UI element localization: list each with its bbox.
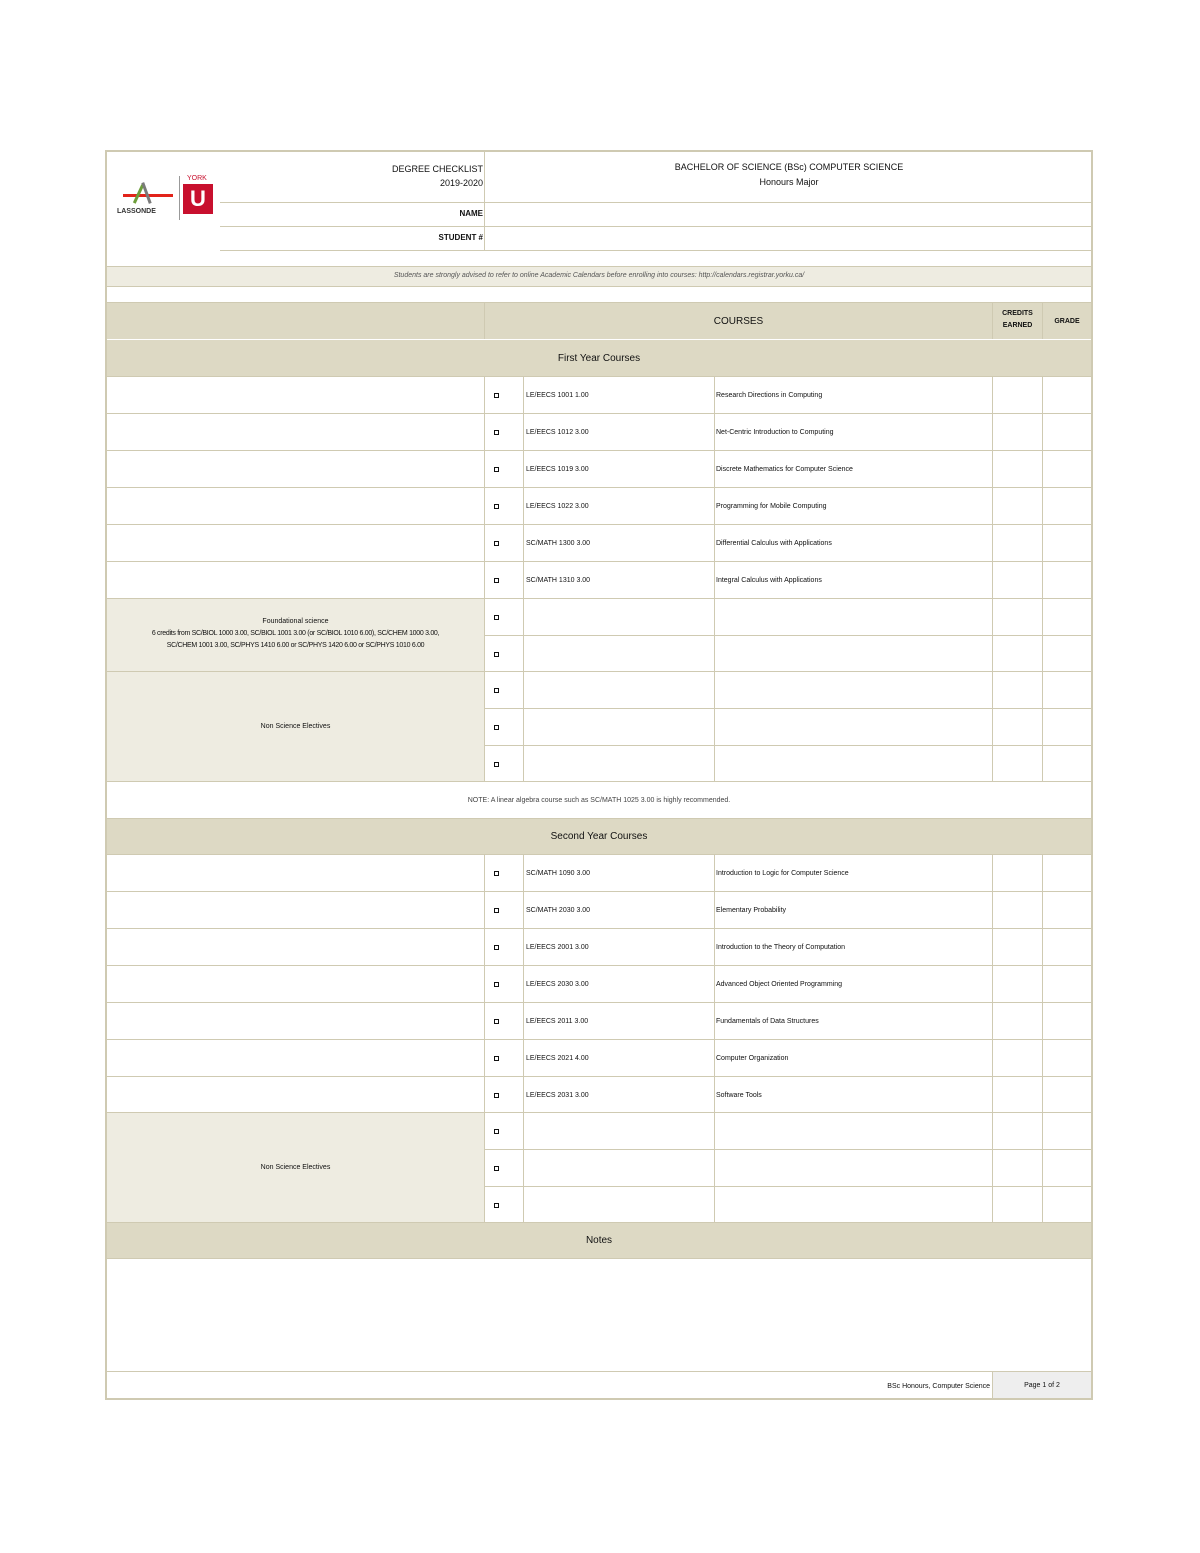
course-name: Programming for Mobile Computing xyxy=(716,502,827,510)
course-code: SC/MATH 1090 3.00 xyxy=(526,869,591,877)
course-checkbox[interactable] xyxy=(494,945,499,950)
degree-subtitle: Honours Major xyxy=(759,177,819,187)
course-name: Advanced Object Oriented Programming xyxy=(716,980,843,988)
foundational-science-rule-line1: 6 credits from SC/BIOL 1000 3.00, SC/BIOL 1001 3.00 (or SC/BIOL 1010 6.00), SC/CHEM 1000 3.00, xyxy=(151,630,440,637)
course-code: LE/EECS 2021 4.00 xyxy=(526,1054,589,1062)
course-checkbox[interactable] xyxy=(494,908,499,913)
course-code: LE/EECS 1019 3.00 xyxy=(526,465,589,473)
course-name: Integral Calculus with Applications xyxy=(716,576,822,584)
second-year-section-title: Second Year Courses xyxy=(107,819,1091,854)
linear-algebra-note: NOTE: A linear algebra course such as SC/MATH 1025 3.00 is highly recommended. xyxy=(467,796,731,804)
york-wordmark: YORK xyxy=(187,175,207,182)
course-name: Research Directions in Computing xyxy=(716,391,823,399)
advisory-text: Students are strongly advised to refer to online Academic Calendars before enrolling into courses: http://calendars.registrar.yorku.ca/ xyxy=(393,272,805,279)
student-number-label: STUDENT # xyxy=(438,233,483,242)
first-year-section-title: First Year Courses xyxy=(107,340,1091,376)
course-checkbox[interactable] xyxy=(494,430,499,435)
course-checkbox[interactable] xyxy=(494,1129,499,1134)
course-checkbox[interactable] xyxy=(494,615,499,620)
course-checkbox[interactable] xyxy=(494,688,499,693)
lassonde-york-logo xyxy=(115,174,215,224)
course-checkbox[interactable] xyxy=(494,1056,499,1061)
lassonde-logo-mark xyxy=(123,180,173,204)
notes-area[interactable] xyxy=(107,1259,1091,1371)
course-name: Fundamentals of Data Structures xyxy=(716,1017,819,1025)
degree-title: BACHELOR OF SCIENCE (BSc) COMPUTER SCIENCE xyxy=(674,162,904,172)
course-checkbox[interactable] xyxy=(494,1093,499,1098)
course-name: Elementary Probability xyxy=(716,906,787,914)
notes-section-title: Notes xyxy=(107,1223,1091,1258)
foundational-science-rule-line2: SC/CHEM 1001 3.00, SC/PHYS 1410 6.00 or SC/PHYS 1420 6.00 or SC/PHYS 1010 6.00 xyxy=(166,642,425,649)
course-checkbox[interactable] xyxy=(494,725,499,730)
course-name: Software Tools xyxy=(716,1091,762,1099)
checklist-label: DEGREE CHECKLIST xyxy=(391,164,483,174)
course-checkbox[interactable] xyxy=(494,467,499,472)
degree-checklist-sheet xyxy=(105,150,1093,1400)
course-checkbox[interactable] xyxy=(494,393,499,398)
course-checkbox[interactable] xyxy=(494,1203,499,1208)
first-year-electives-label: Non Science Electives xyxy=(260,723,331,730)
york-u-logo: U xyxy=(183,184,213,214)
course-code: SC/MATH 2030 3.00 xyxy=(526,906,591,914)
second-year-electives-label: Non Science Electives xyxy=(260,1164,331,1171)
course-checkbox[interactable] xyxy=(494,871,499,876)
course-code: LE/EECS 1001 1.00 xyxy=(526,391,589,399)
course-checkbox[interactable] xyxy=(494,652,499,657)
course-code: LE/EECS 2001 3.00 xyxy=(526,943,589,951)
course-code: LE/EECS 2011 3.00 xyxy=(526,1017,589,1025)
course-name: Discrete Mathematics for Computer Science xyxy=(716,465,853,473)
lassonde-wordmark: LASSONDE xyxy=(117,208,156,215)
course-code: LE/EECS 1022 3.00 xyxy=(526,502,589,510)
course-code: LE/EECS 1012 3.00 xyxy=(526,428,589,436)
courses-column-header: COURSES xyxy=(713,315,764,327)
course-code: LE/EECS 2031 3.00 xyxy=(526,1091,589,1099)
course-checkbox[interactable] xyxy=(494,1166,499,1171)
name-field[interactable] xyxy=(485,203,1093,225)
grade-column-header: GRADE xyxy=(1054,317,1080,325)
course-code: SC/MATH 1310 3.00 xyxy=(526,576,591,584)
course-name: Introduction to Logic for Computer Science xyxy=(716,869,849,877)
student-number-field[interactable] xyxy=(485,227,1093,249)
course-name: Net-Centric Introduction to Computing xyxy=(716,428,834,436)
course-name: Differential Calculus with Applications xyxy=(716,539,832,547)
course-code: SC/MATH 1300 3.00 xyxy=(526,539,591,547)
course-checkbox[interactable] xyxy=(494,504,499,509)
course-checkbox[interactable] xyxy=(494,1019,499,1024)
checklist-year: 2019-2020 xyxy=(439,178,483,188)
course-name: Introduction to the Theory of Computation xyxy=(716,943,846,951)
name-label: NAME xyxy=(459,209,483,218)
footer-page-number: Page 1 of 2 xyxy=(1024,1381,1060,1389)
course-checkbox[interactable] xyxy=(494,982,499,987)
foundational-science-title: Foundational science xyxy=(262,618,329,625)
course-code: LE/EECS 2030 3.00 xyxy=(526,980,589,988)
course-checkbox[interactable] xyxy=(494,541,499,546)
course-name: Computer Organization xyxy=(716,1054,789,1062)
credits-earned-header-line2: EARNED xyxy=(1002,322,1033,329)
footer-program: BSc Honours, Computer Science xyxy=(887,1382,990,1390)
credits-earned-header-line1: CREDITS xyxy=(1002,310,1033,317)
course-checkbox[interactable] xyxy=(494,762,499,767)
course-checkbox[interactable] xyxy=(494,578,499,583)
